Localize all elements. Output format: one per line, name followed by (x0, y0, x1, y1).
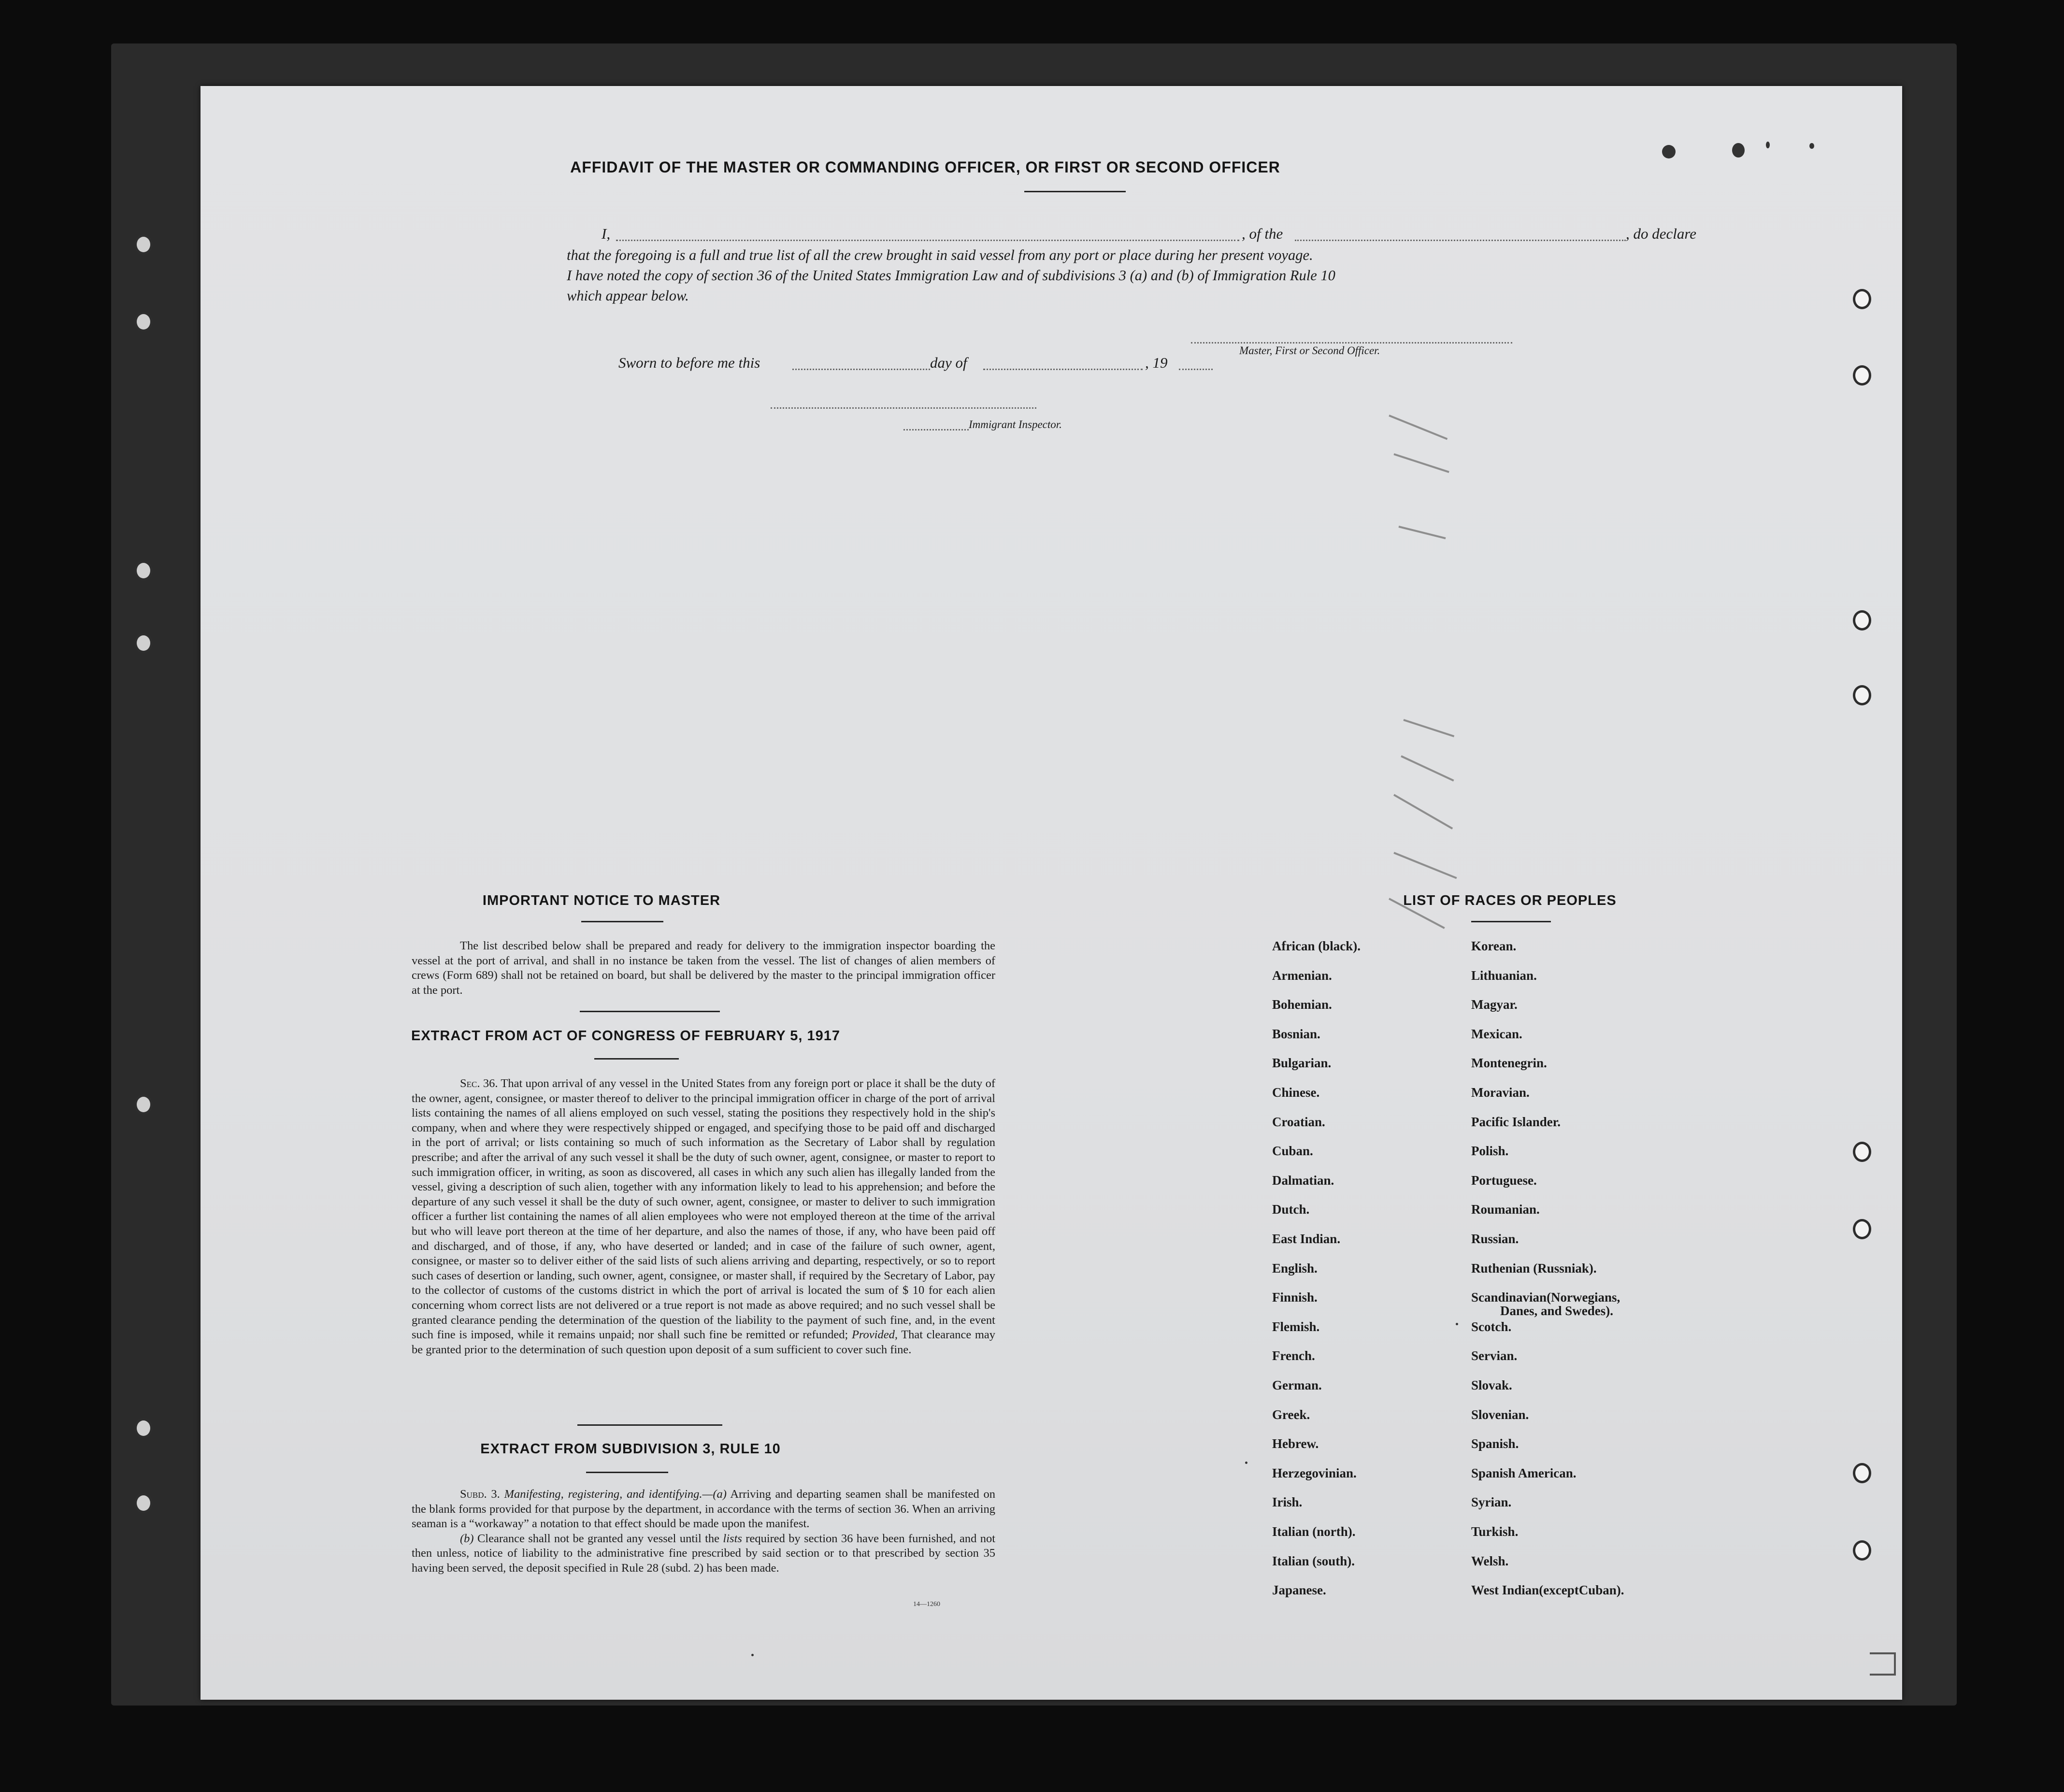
race-item: Mexican. (1471, 1026, 1522, 1041)
notice-paragraph: The list described below shall be prepared and ready for delivery to the immigration inspector boarding the vessel at the port of arrival, and shall in no instance be taken from the vessel. The list of changes of alien members of crews (Form 689) shall not be retained on board, but shall be delivered by the master to the principal immigration officer at the port. (412, 939, 995, 997)
affidavit-i-label: I, (602, 225, 611, 242)
race-item: Spanish American. (1471, 1465, 1577, 1480)
inspector-caption: Immigrant Inspector. (969, 418, 1062, 430)
inspector-caption-leader (903, 429, 969, 430)
binder-hole-icon (134, 1094, 153, 1115)
subdivision-title: EXTRACT FROM SUBDIVISION 3, RULE 10 (480, 1441, 781, 1457)
races-title: LIST OF RACES OR PEOPLES (1403, 893, 1617, 908)
subdivision-label: Subd. 3. (460, 1488, 500, 1501)
officer-signature-field[interactable] (1191, 342, 1512, 344)
stray-dot (1456, 1323, 1458, 1325)
race-item: Armenian. (1272, 968, 1332, 983)
notice-text (412, 939, 995, 998)
subdivision-text (412, 1487, 995, 1576)
race-item: Slovak. (1471, 1378, 1512, 1392)
binder-hole-icon (134, 1493, 153, 1513)
race-item: Roumanian. (1471, 1202, 1540, 1217)
subdivision-b-text: Clearance shall not be granted any vessel until the (477, 1532, 720, 1545)
section-divider (577, 1424, 722, 1426)
sworn-month-field[interactable] (983, 369, 1143, 370)
race-item: Spanish. (1471, 1436, 1519, 1451)
race-item: Dalmatian. (1272, 1173, 1334, 1188)
bleed-through-mark (1401, 755, 1454, 781)
act-body-text: That upon arrival of any vessel in the United States from any foreign port or place it shall be the duty of the owner, agent, consignee, or master thereof to deliver to the principal immigration officer in charge of the port of arrival lists containing the names of all aliens employed on such vessel, stating the positions they respectively hold in the ship's company, when and where they were respectively shipped or engaged, and specifying those to be paid off and discharged in the port of arrival; or lists containing so much of such information as the Secretary of Labor shall by regulation prescribe; and after the arrival of any such vessel it shall be the duty of such owner, agent, consignee, or master to report to such immigration officer, in writing, as soon as discovered, all cases in which any such alien has illegally landed from the vessel, giving a description of such alien, together with any information likely to lead to his apprehension; and before the departure of any such vessel it shall be the duty of such owner, agent, consignee, or master to deliver to such immigration officer a further list containing the names of all alien employees who were not employed thereon at the time of the arrival but who will leave port thereon at the time of her departure, and also the names of those, if any, who have been paid off and discharged, and of those, if any, who have deserted or landed; and in case of the failure of such owner, agent, consignee, or master so to deliver either of the said lists of such aliens arriving and departing, respectively, or so to report such cases of desertion or landing, such owner, agent, consignee, or master shall, if required by the Secretary of Labor, pay to the collector of customs of the customs district in which the port of arrival is located the sum of $ 10 for each alien concerning whom correct lists are not delivered or a true report is not made as above required; and no such vessel shall be granted clearance pending the determination of the question of the liability to the payment of such fine, and, in the event such fine is imposed, while it remains unpaid; nor shall such fine be remitted or refunded; (412, 1077, 995, 1342)
stray-dot (751, 1654, 754, 1656)
race-item: Portuguese. (1471, 1173, 1537, 1188)
subdivision-b-label: (b) (460, 1532, 474, 1545)
sworn-day-field[interactable] (792, 369, 930, 370)
race-item: Irish. (1272, 1495, 1303, 1510)
race-item: Montenegrin. (1471, 1056, 1547, 1071)
race-item: English. (1272, 1261, 1318, 1276)
race-item: Finnish. (1272, 1290, 1318, 1305)
race-item: French. (1272, 1348, 1315, 1363)
affidavit-title-rule (1024, 191, 1126, 192)
inspector-signature-field[interactable] (771, 407, 1036, 409)
binder-hole-icon (134, 1418, 153, 1438)
race-item: Herzegovinian. (1272, 1465, 1357, 1480)
race-item: Moravian. (1471, 1085, 1530, 1100)
signature-caption: Master, First or Second Officer. (1239, 344, 1380, 357)
race-item: Korean. (1471, 939, 1517, 953)
race-item: Chinese. (1272, 1085, 1320, 1100)
notice-title: IMPORTANT NOTICE TO MASTER (482, 893, 721, 908)
race-item: Servian. (1471, 1348, 1518, 1363)
race-item: Hebrew. (1272, 1436, 1319, 1451)
affidavit-statement-line: which appear below. (567, 287, 689, 304)
affidavit-of-the-label: , of the (1242, 225, 1283, 242)
sworn-year-field[interactable] (1179, 369, 1213, 370)
race-item: Ruthenian (Russniak). (1471, 1261, 1597, 1276)
binder-hole-icon (1853, 365, 1871, 386)
stray-dot (1245, 1462, 1247, 1464)
bleed-through-mark (1393, 794, 1453, 829)
subdivision-lists-word: lists (723, 1532, 742, 1545)
race-item: Danes, and Swedes). (1500, 1304, 1614, 1319)
race-item: African (black). (1272, 939, 1361, 953)
race-item: East Indian. (1272, 1232, 1341, 1246)
affidavit-do-declare-label: , do declare (1626, 225, 1697, 242)
race-item: Turkish. (1471, 1524, 1519, 1539)
races-title-rule (1471, 921, 1551, 922)
race-item: Italian (south). (1272, 1553, 1355, 1568)
bleed-through-mark (1389, 415, 1448, 440)
act-body-text-end: That clearance may be granted prior to the determination of such question upon deposit of a sum sufficient to cover such fine. (412, 1328, 996, 1356)
race-item: Bulgarian. (1272, 1056, 1332, 1071)
act-text (412, 1076, 995, 1357)
race-item: Japanese. (1272, 1583, 1326, 1598)
binder-hole-icon (1853, 685, 1871, 705)
race-item: Russian. (1471, 1232, 1519, 1246)
clip-mark (1870, 1652, 1896, 1676)
race-item: West Indian(exceptCuban). (1471, 1583, 1624, 1598)
binder-hole-icon (1853, 289, 1871, 309)
punch-mark (1809, 143, 1814, 149)
document-page (201, 86, 1902, 1700)
subdivision-heading: Manifesting, registering, and identifying.—(a) (504, 1488, 727, 1501)
race-item: German. (1272, 1378, 1322, 1392)
binder-hole-icon (1853, 1142, 1871, 1162)
bleed-through-mark (1403, 719, 1454, 737)
vessel-name-field[interactable] (1295, 240, 1626, 241)
affidavit-title: AFFIDAVIT OF THE MASTER OR COMMANDING OFFICER, OR FIRST OR SECOND OFFICER (570, 158, 1280, 176)
punch-mark (1662, 145, 1676, 158)
bleed-through-mark (1393, 852, 1457, 879)
section-label: Sec. 36. (460, 1077, 498, 1090)
provided-label: Provided, (851, 1328, 898, 1342)
race-item: Dutch. (1272, 1202, 1310, 1217)
bleed-through-mark (1393, 453, 1449, 473)
binder-hole-icon (1853, 610, 1871, 631)
race-item: Flemish. (1272, 1319, 1320, 1334)
race-item: Pacific Islander. (1471, 1114, 1561, 1129)
race-item: Scandinavian(Norwegians, (1471, 1290, 1620, 1305)
race-item: Bohemian. (1272, 997, 1332, 1012)
race-item: Slovenian. (1471, 1407, 1529, 1422)
binder-hole-icon (134, 560, 153, 581)
sworn-label: Sworn to before me this (618, 354, 760, 371)
race-item: Cuban. (1272, 1144, 1313, 1159)
subdivision-title-rule (586, 1472, 668, 1473)
section-divider (580, 1011, 720, 1012)
notice-title-rule (581, 921, 663, 922)
binder-hole-icon (1853, 1463, 1871, 1483)
race-item: Greek. (1272, 1407, 1310, 1422)
master-name-field[interactable] (616, 240, 1239, 241)
race-item: Lithuanian. (1471, 968, 1537, 983)
affidavit-statement-line: that the foregoing is a full and true list of all the crew brought in said vessel from any port or place during her present voyage. (567, 247, 1313, 263)
race-item: Magyar. (1471, 997, 1518, 1012)
binder-hole-icon (134, 234, 153, 255)
subdivision-b-text-end: required by section 36 have been furnished, and not then unless, notice of liability to the administrative fine prescribed by said section or to that prescribed by section 35 having been served, the deposit specified in Rule 28 (subd. 2) has been made. (412, 1532, 996, 1575)
race-item: Croatian. (1272, 1114, 1325, 1129)
race-item: Welsh. (1471, 1553, 1509, 1568)
punch-mark (1766, 142, 1770, 148)
binder-hole-icon (1853, 1540, 1871, 1561)
punch-mark (1732, 143, 1745, 158)
race-item: Bosnian. (1272, 1026, 1320, 1041)
affidavit-statement-line: I have noted the copy of section 36 of the United States Immigration Law and of subdivisions 3 (a) and (b) of Immigration Rule 10 (567, 267, 1335, 284)
subdivision-a-text: Arriving and departing seamen shall be manifested on the blank forms provided for that purpose by the department, in accordance with the terms of section 36. When an arriving seaman is a “workaway” a notation to that effect should be made upon the manifest. (412, 1488, 996, 1531)
form-code: 14—1260 (913, 1601, 940, 1608)
race-item: Polish. (1471, 1144, 1509, 1159)
binder-hole-icon (1853, 1219, 1871, 1239)
binder-hole-icon (134, 633, 153, 653)
bleed-through-mark (1399, 526, 1446, 539)
day-of-label: day of (930, 354, 967, 371)
year-label: , 19 (1145, 354, 1168, 371)
race-item: Scotch. (1471, 1319, 1512, 1334)
act-title: EXTRACT FROM ACT OF CONGRESS OF FEBRUARY 5, 1917 (411, 1028, 841, 1044)
race-item: Italian (north). (1272, 1524, 1356, 1539)
act-title-rule (594, 1058, 679, 1060)
binder-hole-icon (134, 312, 153, 332)
race-item: Syrian. (1471, 1495, 1512, 1510)
